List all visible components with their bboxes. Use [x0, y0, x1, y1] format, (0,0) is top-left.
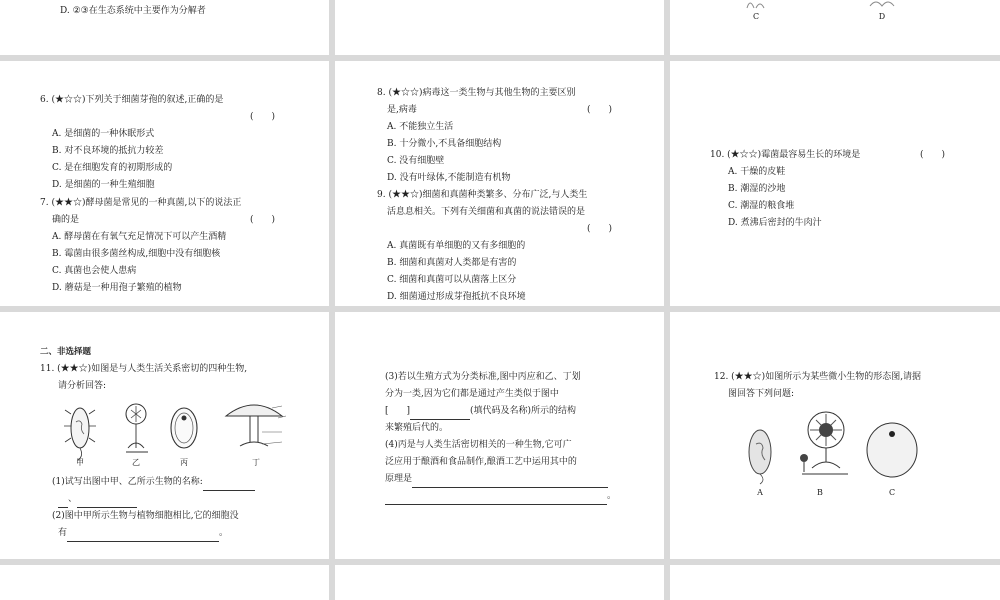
- section-title: 二、非选择题: [40, 347, 92, 357]
- panel-top-right: [670, 0, 1000, 55]
- q11-part4-line4: [385, 488, 616, 505]
- panel-bottom-middle: [335, 565, 664, 600]
- q7-stem-line1: 7. (★★☆)酵母菌是常见的一种真菌,以下的说法正: [40, 198, 242, 208]
- q10-option-b: B. 潮湿的沙地: [728, 184, 786, 194]
- q11-part1-line2: [58, 491, 137, 508]
- mold-figure: [118, 400, 154, 456]
- q11-part3-line3: [385, 403, 576, 420]
- q7-bracket: ( ): [250, 215, 276, 225]
- q12-label-b: B: [817, 488, 823, 497]
- panel-q11-continued: [335, 312, 664, 559]
- answer-blank-1[interactable]: [203, 478, 255, 491]
- yeast-c-figure: [862, 420, 922, 480]
- panel-bottom-left: [0, 565, 329, 600]
- panel-q11: [0, 312, 329, 559]
- q9-bracket: ( ): [587, 224, 613, 234]
- q7-option-c: C. 真菌也会使人患病: [52, 266, 137, 276]
- q6-option-c: C. 是在细胞发育的初期形成的: [52, 163, 173, 173]
- q11-principle-label: 原理是: [385, 474, 413, 484]
- q9-option-d: D. 细菌通过形成芽孢抵抗不良环境: [387, 292, 526, 302]
- q11-bracket-code: [ ]: [385, 406, 411, 416]
- q9-option-c: C. 细菌和真菌可以从菌落上区分: [387, 275, 517, 285]
- q11-part2-line1: (2)图中甲所示生物与植物细胞相比,它的细胞没: [52, 511, 239, 521]
- q8-option-d: D. 没有叶绿体,不能制造有机物: [387, 173, 511, 183]
- answer-blank-4[interactable]: [67, 529, 219, 542]
- q6-option-b: B. 对不良环境的抵抗力较差: [52, 146, 164, 156]
- mushroom-figure: [218, 398, 290, 454]
- q11-part3-line4: 来繁殖后代的。: [385, 423, 449, 433]
- q11-part2-you: 有: [58, 528, 68, 538]
- panel-top-middle: [335, 0, 664, 55]
- bacterium-a-figure: [740, 422, 780, 482]
- panel-q8-q9: [335, 61, 664, 306]
- q11-part4-line1: (4)丙是与人类生活密切相关的一种生物,它可广: [385, 440, 572, 450]
- q10-option-c: C. 潮湿的粮食堆: [728, 201, 795, 211]
- q9-stem-line1: 9. (★★☆)细菌和真菌种类繁多、分布广泛,与人类生: [377, 190, 588, 200]
- panel-q10: [670, 61, 1000, 306]
- panel-top-left: [0, 0, 329, 55]
- q12-label-c: C: [888, 488, 896, 497]
- q6-option-a: A. 是细菌的一种休眠形式: [52, 129, 155, 139]
- label-c: C: [752, 12, 760, 21]
- q10-stem: 10. (★☆☆)霉菌最容易生长的环境是: [710, 150, 861, 160]
- q6-option-d: D. 是细菌的一种生殖细胞: [52, 180, 155, 190]
- q9-option-a: A. 真菌既有单细胞的又有多细胞的: [387, 241, 526, 251]
- q6-stem: 6. (★☆☆)下列关于细菌芽孢的叙述,正确的是: [40, 95, 224, 105]
- q8-option-a: A. 不能独立生活: [387, 122, 454, 132]
- fig-label-bing: 丙: [180, 458, 188, 467]
- figure-c-icon: [742, 0, 772, 10]
- q9-stem-line2: 活息息相关。下列有关细菌和真菌的说法错误的是: [387, 207, 586, 217]
- q11-stem-line1: 11. (★★☆)如图是与人类生活关系密切的四种生物,: [40, 364, 248, 374]
- q12-stem-line2: 图回答下列问题:: [728, 389, 795, 399]
- panel-bottom-right: [670, 565, 1000, 600]
- q8-bracket: ( ): [587, 105, 613, 115]
- q10-bracket: ( ): [920, 150, 946, 160]
- q11-part1-text: (1)试写出图中甲、乙所示生物的名称:: [52, 477, 203, 487]
- answer-blank-6[interactable]: [412, 475, 608, 488]
- q8-option-b: B. 十分微小,不具备细胞结构: [387, 139, 502, 149]
- q11-cont-period: 。: [607, 491, 617, 501]
- q11-part3-line1: (3)若以生殖方式为分类标准,图中丙应和乙、丁划: [385, 372, 581, 382]
- q12-label-a: A: [757, 488, 763, 497]
- bacterium-figure: [62, 400, 98, 456]
- answer-blank-7[interactable]: [385, 492, 607, 505]
- q11-part1-line1: [52, 474, 255, 491]
- label-d: D: [878, 12, 886, 21]
- fig-label-ding: 丁: [252, 458, 260, 467]
- figure-d-icon: [868, 0, 898, 10]
- q10-option-d: D. 煮沸后密封的牛肉汁: [728, 218, 822, 228]
- q11-part3-tail: (填代码及名称)所示的结构: [470, 406, 577, 416]
- q11-period: 。: [219, 528, 229, 538]
- q8-option-c: C. 没有细胞壁: [387, 156, 445, 166]
- yeast-figure: [166, 400, 202, 456]
- option-d: D. ②③在生态系统中主要作为分解者: [60, 6, 206, 16]
- q9-option-b: B. 细菌和真菌对人类都是有害的: [387, 258, 517, 268]
- q11-comma: 、: [68, 494, 78, 504]
- q7-option-a: A. 酵母菌在有氧气充足情况下可以产生酒精: [52, 232, 227, 242]
- panel-q6-q7: [0, 61, 329, 306]
- q8-stem-line2: 是,病毒: [387, 105, 417, 115]
- answer-blank-5[interactable]: [410, 407, 470, 420]
- q11-stem-line2: 请分析回答:: [58, 381, 107, 391]
- q8-stem-line1: 8. (★☆☆)病毒这一类生物与其他生物的主要区别: [377, 88, 576, 98]
- answer-blank-2[interactable]: [58, 495, 68, 508]
- q7-option-d: D. 蘑菇是一种用孢子繁殖的植物: [52, 283, 182, 293]
- q11-part4-line2: 泛应用于酿酒和食品制作,酿酒工艺中运用其中的: [385, 457, 577, 467]
- q6-bracket: ( ): [250, 112, 276, 122]
- q10-option-a: A. 干燥的皮鞋: [728, 167, 786, 177]
- answer-blank-3[interactable]: [77, 495, 137, 508]
- q7-stem-line2: 确的是: [52, 215, 80, 225]
- mold-b-figure: [792, 410, 852, 482]
- q12-stem-line1: 12. (★★☆)如图所示为某些微小生物的形态图,请据: [714, 372, 922, 382]
- q11-part3-line2: 分为一类,因为它们都是通过产生类似于图中: [385, 389, 559, 399]
- fig-label-yi: 乙: [132, 458, 140, 467]
- q7-option-b: B. 霉菌由很多菌丝构成,细胞中没有细胞核: [52, 249, 221, 259]
- panel-q12: [670, 312, 1000, 559]
- fig-label-jia: 甲: [76, 458, 84, 467]
- q11-part4-line3: [385, 471, 608, 488]
- q11-part2-line2: [58, 525, 228, 542]
